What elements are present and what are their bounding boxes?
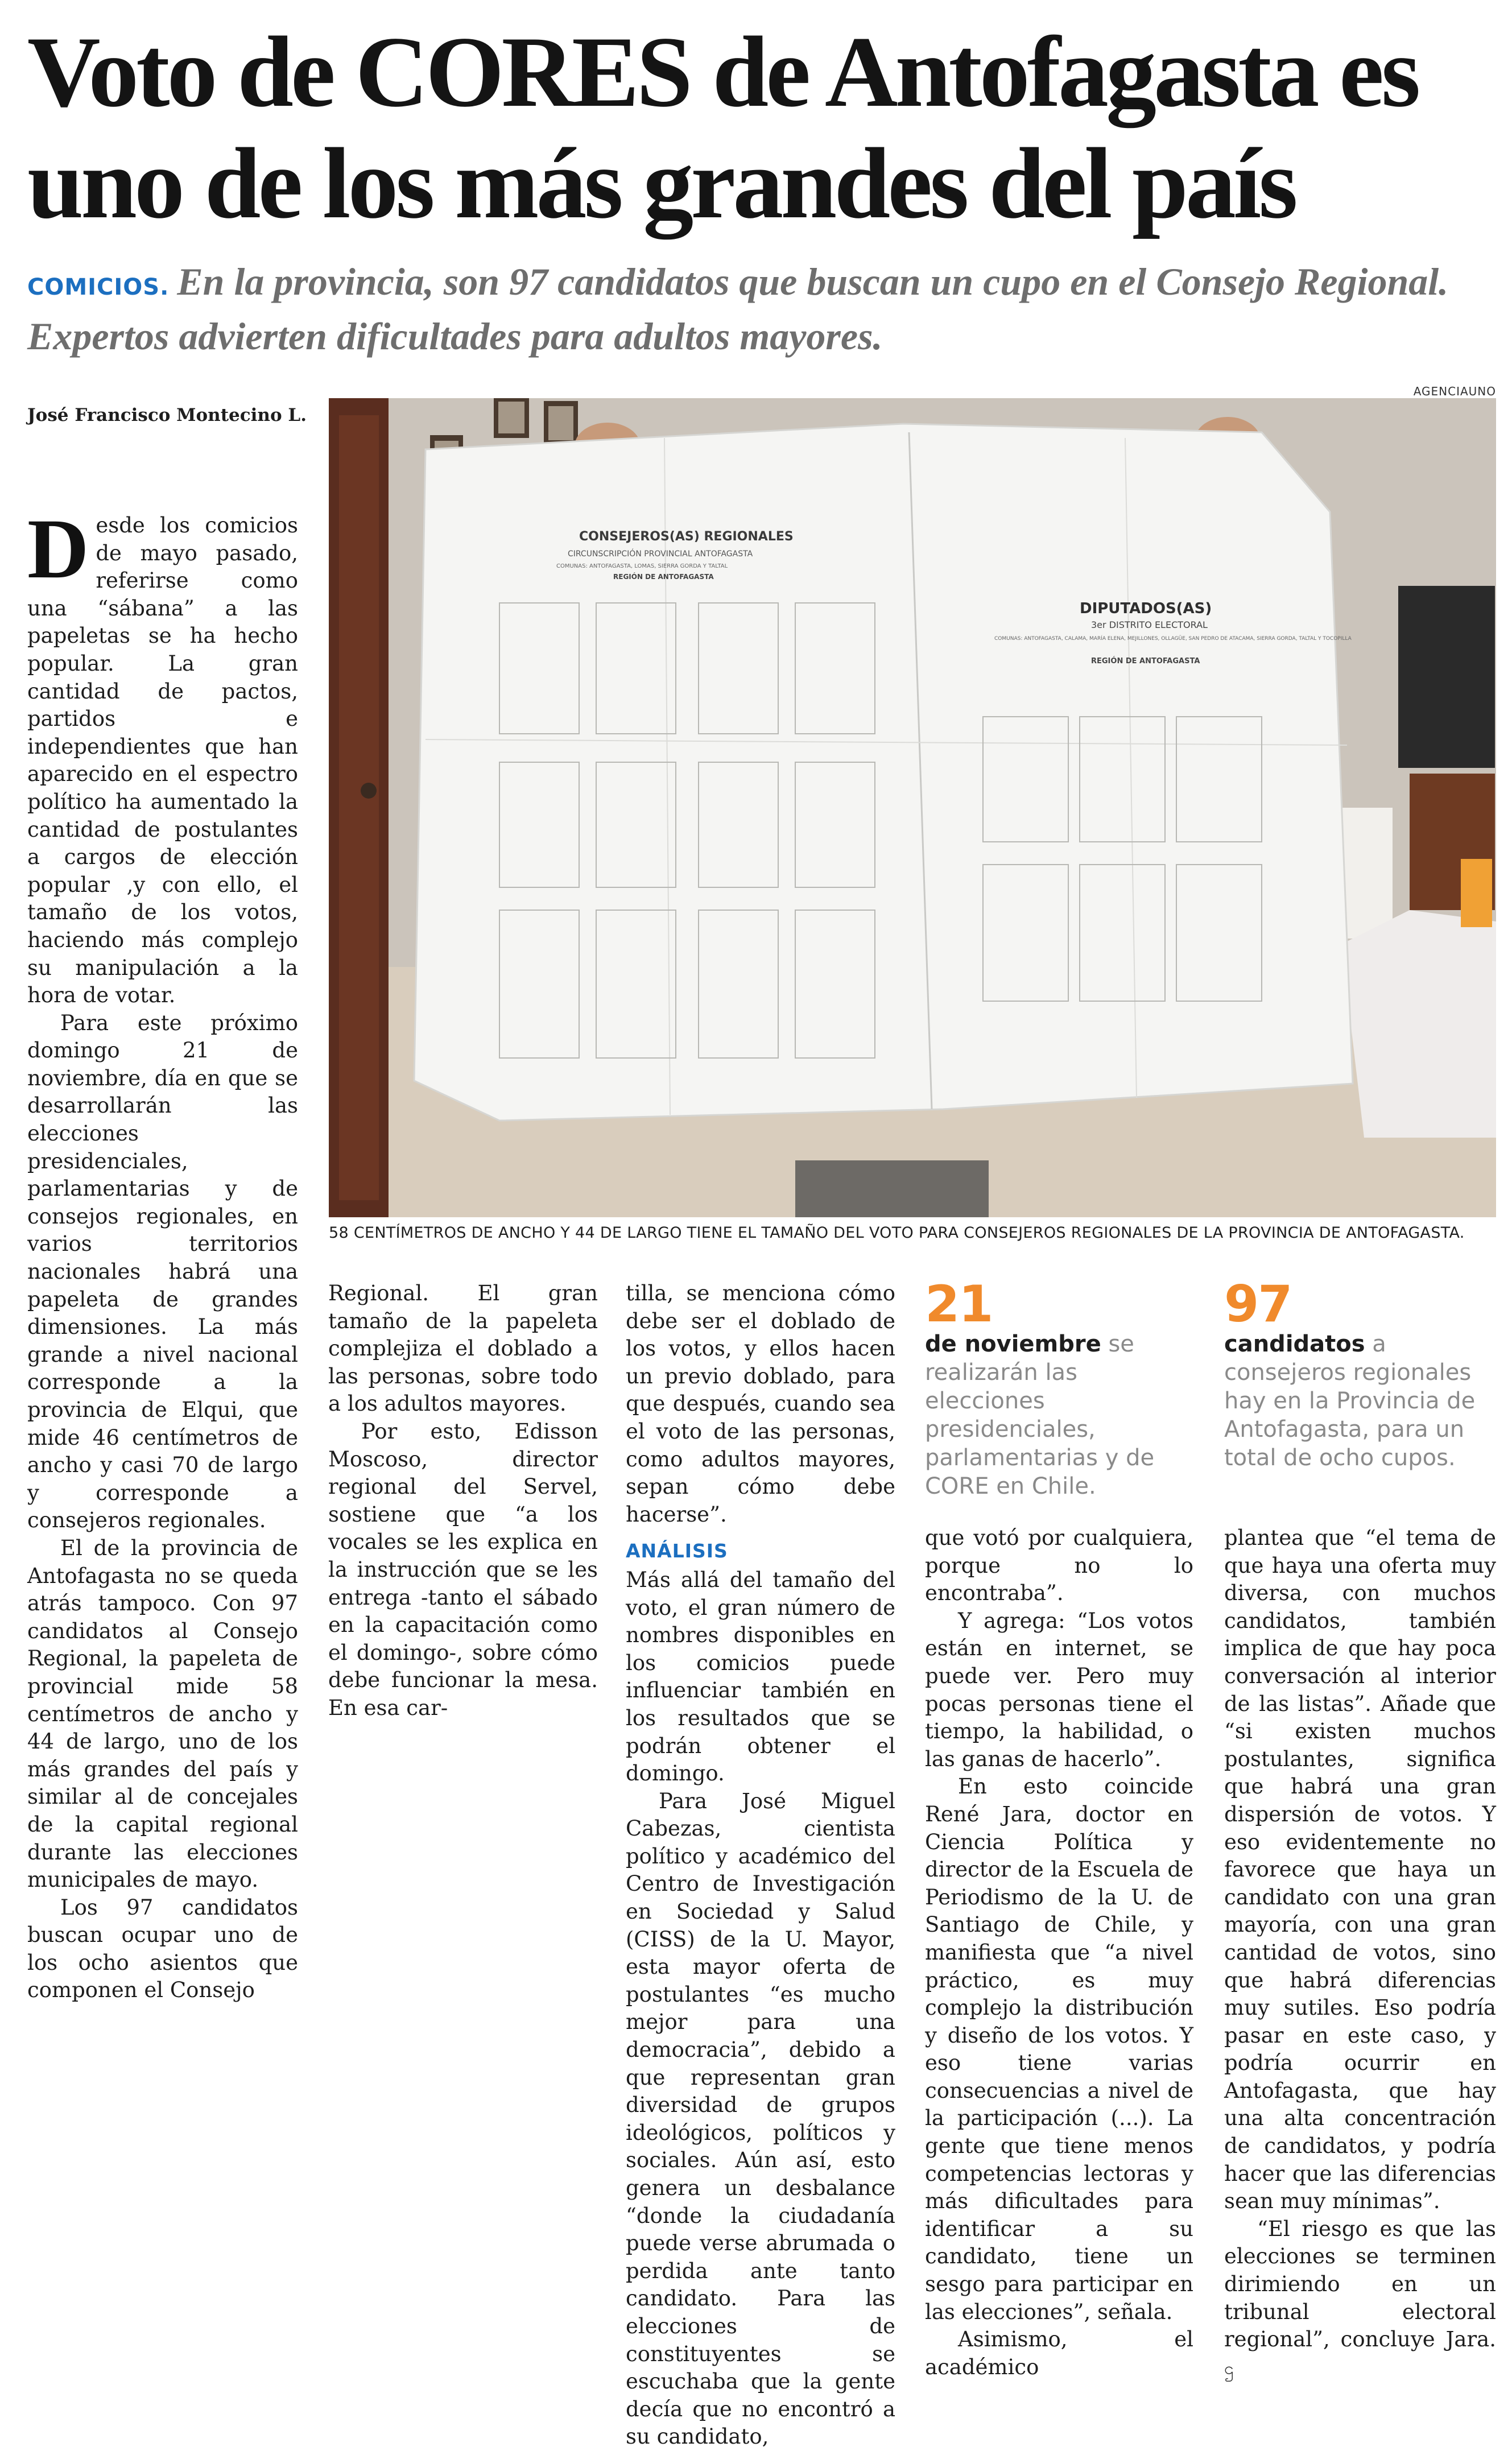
fact-number: 97 <box>1224 1275 1292 1333</box>
end-mark: ဌ <box>1224 2358 1234 2379</box>
paragraph-text: “El riesgo es que las elecciones se terminen dirimiendo en un tribunal electoral regional”, concluye Jara. <box>1224 2216 1496 2352</box>
headline: Voto de CORES de Antofagasta es uno de los más grandes del país <box>27 15 1418 239</box>
christmas-tree <box>1341 808 1393 939</box>
body-column-4 <box>925 1524 1193 2381</box>
paragraph <box>27 502 298 1010</box>
byline: José Francisco Montecino L. <box>27 405 307 425</box>
paragraph <box>1224 2216 1496 2383</box>
paragraph: Regional. El gran tamaño de la papeleta complejiza el doblado a las personas, sobre todo a los adultos mayores. <box>328 1281 598 1416</box>
paragraph: Los 97 candidatos buscan ocupar uno de los ocho asientos que componen el Consejo <box>27 1895 298 2003</box>
fact-box-date <box>925 1275 1192 1501</box>
article-photo <box>329 398 1496 1217</box>
fact-box-candidates <box>1224 1275 1497 1472</box>
photo-illustration <box>329 398 1496 1217</box>
subheadline-text: En la provincia, son 97 candidatos que buscan un cupo en el Consejo Regional. Expertos advierten dificultades para adultos mayores. <box>27 260 1449 358</box>
paragraph: Y agrega: “Los votos están en internet, se puede ver. Pero muy pocas personas tiene el tiempo, la habilidad, o las ganas de hacerlo”. <box>925 1608 1193 1771</box>
paragraph: En esto coincide René Jara, doctor en Ciencia Política y director de la Escuela de Periodismo de la U. de Santiago de Chile, y manifiesta que “a nivel práctico, es muy complejo la distribución y diseño de los votos. Y eso tiene varias consecuencias a nivel de la participación (...). La gente que tiene menos competencias lectoras y más dificultades para identificar a su candidato, tiene un sesgo para participar en las elecciones”, señala. <box>925 1774 1193 2324</box>
paragraph: Para José Miguel Cabezas, cientista político y académico del Centro de Investigación en Sociedad y Salud (CISS) de la U. Mayor, esta mayor oferta de postulantes “es mucho mejor para una democracia”, debido a que representan gran diversidad de grupos ideológicos, políticos y sociales. Aún así, esto genera un desbalance “donde la ciudadanía puede verse abrumada o perdida ante tanto candidato. Para las elecciones de constituyentes se escuchaba que la gente decía que no encontró a su candidato, <box>626 1788 895 2449</box>
paragraph: El de la provincia de Antofagasta no se queda atrás tampoco. Con 97 candidatos al Consejo Regional, la papeleta de provincial mide 58 centímetros de ancho y 44 de largo, uno de los más grandes del país y similar al de concejales de la capital regional durante las elecciones municipales de mayo. <box>27 1535 298 1892</box>
ballot-left-title: CONSEJEROS(AS) REGIONALES <box>579 530 794 544</box>
fact-lead: candidatos <box>1224 1331 1365 1357</box>
tv <box>1398 586 1495 768</box>
fact-text <box>1224 1330 1497 1472</box>
ballot-left-sub: CIRCUNSCRIPCIÓN PROVINCIAL ANTOFAGASTA <box>568 549 753 559</box>
drop-cap: D <box>27 502 89 596</box>
fact-text <box>925 1330 1192 1501</box>
fact-description: a consejeros regionales hay en la Provincia de Antofagasta, para un total de ocho cupos. <box>1224 1331 1476 1471</box>
ballot-right-region: REGIÓN DE ANTOFAGASTA <box>1091 657 1200 666</box>
paragraph: Por esto, Edisson Moscoso, director regional del Servel, sostiene que “a los vocales se les explica en la instrucción que se les entrega -tanto el sábado en la capacitación como el domingo-, sobre cómo debe funcionar la mesa. En esa car- <box>328 1419 598 1720</box>
paragraph: Para este próximo domingo 21 de noviembre, día en que se desarrollarán las elecciones presidenciales, parlamentarias y de consejos regionales, en varios territorios nacionales habrá una papeleta de grandes dimensiones. La más grande a nivel nacional corresponde a la provincia de Elqui, que mide 46 centímetros de ancho y casi 70 de largo y corresponde a consejeros regionales. <box>27 1010 298 1533</box>
body-column-5 <box>1224 1524 1496 2383</box>
ballot-left-region: REGIÓN DE ANTOFAGASTA <box>613 573 714 581</box>
photo-credit: AGENCIAUNO <box>1413 385 1496 398</box>
paragraph: que votó por cualquiera, porque no lo encontraba”. <box>925 1526 1193 1606</box>
subheadline <box>27 257 1461 361</box>
body-column-1 <box>27 502 298 2004</box>
fact-lead: de noviembre <box>925 1331 1101 1357</box>
ballot-right-sub: 3er DISTRITO ELECTORAL <box>1091 619 1208 630</box>
body-column-3 <box>626 1280 895 2451</box>
fact-number: 21 <box>925 1275 993 1333</box>
armchair <box>1341 910 1496 1138</box>
fact-description: se realizarán las elecciones presidenciales, parlamentarias y de CORE en Chile. <box>925 1331 1155 1499</box>
paragraph-text: esde los comicios de mayo pasado, referirse como una “sábana” a las papeletas se ha hecho popular. La gran cantidad de pactos, partidos e independientes que han aparecido en el espectro político ha aumentado la cantidad de postulantes a cargos de elección popular ,y con ello, el tamaño de los votos, haciendo más complejo su manipulación a la hora de votar. <box>27 513 298 1008</box>
ballot-right-comunas: COMUNAS: ANTOFAGASTA, CALAMA, MARÍA ELENA, MEJILLONES, OLLAGÜE, SAN PEDRO DE ATACAMA, SIERRA GORDA, TALTAL Y TOCOPILLA <box>994 636 1352 642</box>
kicker: COMICIOS. <box>27 274 170 300</box>
ballot-left-comunas: COMUNAS: ANTOFAGASTA, LOMAS, SIERRA GORDA Y TALTAL <box>556 563 728 569</box>
analisis-label: ANÁLISIS <box>626 1540 728 1563</box>
ballot-right-title: DIPUTADOS(AS) <box>1080 600 1212 617</box>
paragraph: plantea que “el tema de que haya una oferta muy diversa, con muchos candidatos, también implica de que hay poca conversación al interior de las listas”. Añade que “si existen muchos postulantes, significa que habrá una gran dispersión de votos. Y eso evidentemente no favorece que haya un candidato con una gran mayoría, con una gran cantidad de votos, sino que habrá diferencias muy sutiles. Eso podría pasar en este caso, y podría ocurrir en Antofagasta, que hay una alta concentración de candidatos, y podría hacer que las diferencias sean muy mínimas”. <box>1224 1526 1496 2214</box>
ballot-paper <box>414 424 1353 1121</box>
body-column-2 <box>328 1280 598 1722</box>
paragraph: Más allá del tamaño del voto, el gran número de nombres disponibles en los comicios puede influenciar también en los resultados que se podrán obtener el domingo. <box>626 1567 895 1786</box>
paragraph: tilla, se menciona cómo debe ser el doblado de los votos, y ellos hacen un previo doblado, para que después, cuando sea el voto de las personas, como adultos mayores, sepan cómo debe hacerse”. <box>626 1281 895 1527</box>
paragraph: Asimismo, el académico <box>925 2327 1193 2379</box>
photo-caption: 58 CENTÍMETROS DE ANCHO Y 44 DE LARGO TIENE EL TAMAÑO DEL VOTO PARA CONSEJEROS REGIONALES DE LA PROVINCIA DE ANTOFAGASTA. <box>329 1224 1465 1242</box>
